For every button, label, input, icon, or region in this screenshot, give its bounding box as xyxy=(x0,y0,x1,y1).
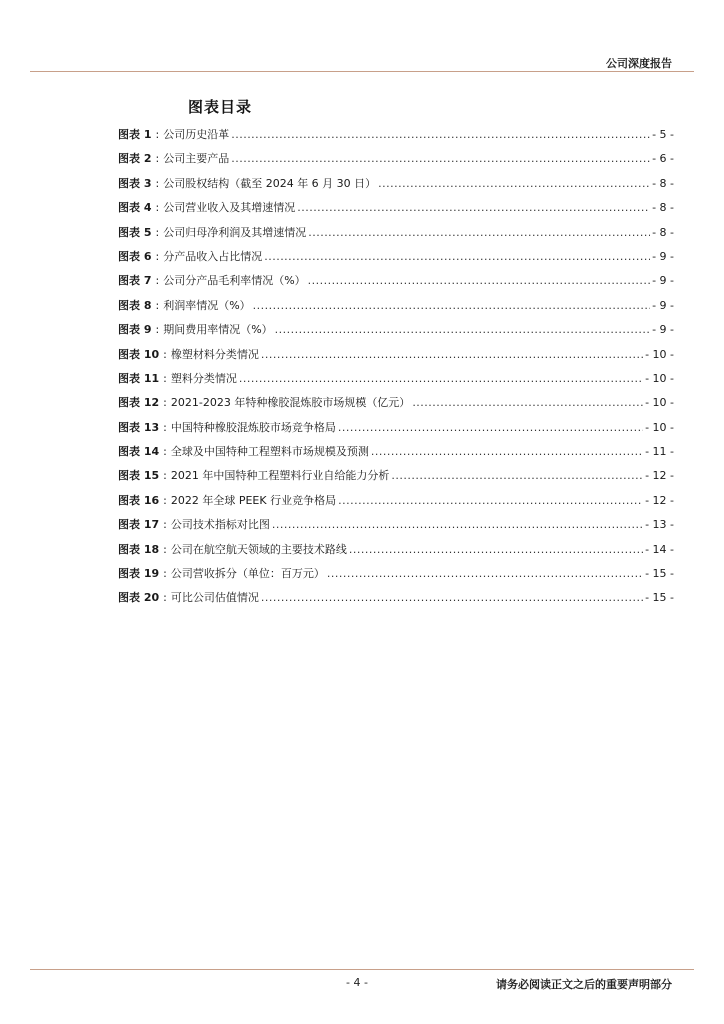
toc-entry-separator: : xyxy=(163,518,167,532)
toc-leader-dots xyxy=(261,348,643,361)
toc-leader-dots xyxy=(349,543,643,556)
toc-entry-label: 图表 1 xyxy=(118,128,152,141)
toc-entry[interactable] xyxy=(118,321,674,345)
toc-entry-separator: : xyxy=(155,201,160,215)
toc-entry-page: - 6 - xyxy=(652,152,674,166)
toc-leader-dots xyxy=(275,323,650,336)
toc-entry-label: 图表 16 xyxy=(118,493,160,507)
toc-entry-label: 图表 15 xyxy=(118,469,160,483)
toc-leader-dots xyxy=(308,274,650,287)
page-number: - 4 - xyxy=(346,976,368,989)
toc-entry-page: - 10 - xyxy=(645,420,674,434)
toc-list xyxy=(118,126,674,614)
toc-entry-separator: : xyxy=(163,469,167,483)
toc-leader-dots xyxy=(231,152,650,165)
toc-entry-title: 期间费用率情况（%） xyxy=(163,323,273,337)
toc-entry-page: - 8 - xyxy=(652,225,674,239)
toc-entry-page: - 10 - xyxy=(645,396,674,410)
toc-entry-page: - 5 - xyxy=(652,128,674,141)
toc-entry[interactable] xyxy=(118,443,674,467)
toc-entry-separator: : xyxy=(163,445,167,459)
toc-entry-page: - 13 - xyxy=(645,518,674,532)
toc-entry-label: 图表 11 xyxy=(118,371,160,385)
toc-leader-dots xyxy=(338,421,643,434)
toc-leader-dots xyxy=(391,469,643,482)
toc-entry-title: 公司技术指标对比图 xyxy=(170,518,270,532)
toc-entry[interactable] xyxy=(118,346,674,370)
toc-entry-title: 可比公司估值情况 xyxy=(170,591,259,605)
toc-entry-title: 公司营收拆分（单位：百万元） xyxy=(170,567,325,581)
toc-entry[interactable] xyxy=(118,199,674,223)
toc-entry-page: - 15 - xyxy=(645,591,674,605)
toc-entry-label: 图表 10 xyxy=(118,347,160,361)
header-divider xyxy=(30,71,694,72)
toc-leader-dots xyxy=(327,567,643,580)
toc-entry-title: 中国特种橡胶混炼胶市场竞争格局 xyxy=(170,420,336,434)
toc-leader-dots xyxy=(338,494,643,507)
toc-entry[interactable] xyxy=(118,248,674,272)
toc-entry-page: - 10 - xyxy=(645,347,674,361)
toc-entry[interactable] xyxy=(118,370,674,394)
toc-leader-dots xyxy=(412,396,643,409)
toc-entry-separator: : xyxy=(155,298,160,312)
toc-entry-separator: : xyxy=(163,542,167,556)
toc-entry-label: 图表 13 xyxy=(118,420,160,434)
toc-leader-dots xyxy=(297,201,650,214)
toc-entry-separator: : xyxy=(155,176,160,190)
toc-leader-dots xyxy=(378,177,650,190)
toc-leader-dots xyxy=(272,518,643,531)
toc-entry-title: 2021-2023 年特种橡胶混炼胶市场规模（亿元） xyxy=(170,396,411,410)
toc-entry-page: - 14 - xyxy=(645,542,674,556)
toc-entry[interactable] xyxy=(118,565,674,589)
toc-entry[interactable] xyxy=(118,272,674,296)
toc-entry-title: 公司在航空航天领域的主要技术路线 xyxy=(170,542,347,556)
toc-entry-page: - 12 - xyxy=(645,469,674,483)
toc-entry-title: 2022 年全球 PEEK 行业竞争格局 xyxy=(170,493,337,507)
toc-entry[interactable] xyxy=(118,175,674,199)
toc-entry[interactable] xyxy=(118,126,674,150)
toc-entry-label: 图表 4 xyxy=(118,201,152,215)
toc-entry-page: - 10 - xyxy=(645,371,674,385)
toc-entry[interactable] xyxy=(118,516,674,540)
toc-entry-title: 分产品收入占比情况 xyxy=(163,249,263,263)
toc-entry-label: 图表 8 xyxy=(118,298,152,312)
toc-entry-separator: : xyxy=(155,152,160,166)
toc-entry-page: - 12 - xyxy=(645,493,674,507)
toc-leader-dots xyxy=(261,591,643,604)
toc-entry-title: 塑料分类情况 xyxy=(170,371,237,385)
disclaimer-note: 请务必阅读正文之后的重要声明部分 xyxy=(496,978,672,991)
toc-entry-label: 图表 9 xyxy=(118,323,152,337)
toc-entry[interactable] xyxy=(118,419,674,443)
toc-entry-label: 图表 5 xyxy=(118,225,152,239)
toc-entry[interactable] xyxy=(118,589,674,613)
toc-entry-separator: : xyxy=(155,225,160,239)
toc-entry-page: - 9 - xyxy=(652,323,674,337)
toc-entry-separator: : xyxy=(155,128,160,141)
toc-entry-title: 全球及中国特种工程塑料市场规模及预测 xyxy=(170,445,369,459)
toc-entry-title: 公司股权结构（截至 2024 年 6 月 30 日） xyxy=(163,176,377,190)
toc-entry-label: 图表 14 xyxy=(118,445,160,459)
toc-entry-label: 图表 17 xyxy=(118,518,160,532)
toc-entry-title: 公司归母净利润及其增速情况 xyxy=(163,225,307,239)
toc-entry[interactable] xyxy=(118,297,674,321)
toc-entry-separator: : xyxy=(163,591,167,605)
toc-entry[interactable] xyxy=(118,224,674,248)
toc-leader-dots xyxy=(253,299,650,312)
toc-entry[interactable] xyxy=(118,150,674,174)
toc-title: 图表目录 xyxy=(188,98,253,116)
toc-entry-title: 公司营业收入及其增速情况 xyxy=(163,201,296,215)
toc-entry-separator: : xyxy=(163,396,167,410)
toc-entry-page: - 9 - xyxy=(652,274,674,288)
toc-entry-label: 图表 19 xyxy=(118,567,160,581)
toc-entry-page: - 8 - xyxy=(652,201,674,215)
toc-leader-dots xyxy=(308,226,650,239)
toc-entry-page: - 11 - xyxy=(645,445,674,459)
toc-entry-label: 图表 3 xyxy=(118,176,152,190)
toc-entry-separator: : xyxy=(155,249,160,263)
toc-entry-separator: : xyxy=(155,323,160,337)
toc-entry-title: 公司主要产品 xyxy=(163,152,230,166)
toc-entry-label: 图表 12 xyxy=(118,396,160,410)
toc-entry-title: 2021 年中国特种工程塑料行业自给能力分析 xyxy=(170,469,390,483)
toc-entry-separator: : xyxy=(163,493,167,507)
toc-entry-label: 图表 7 xyxy=(118,274,152,288)
toc-entry-page: - 9 - xyxy=(652,249,674,263)
toc-entry-title: 橡塑材料分类情况 xyxy=(170,347,259,361)
toc-entry-title: 利润率情况（%） xyxy=(163,298,251,312)
toc-entry-label: 图表 18 xyxy=(118,542,160,556)
toc-entry-page: - 8 - xyxy=(652,176,674,190)
toc-entry[interactable] xyxy=(118,492,674,516)
toc-leader-dots xyxy=(239,372,643,385)
toc-entry-title: 公司历史沿革 xyxy=(163,128,230,141)
toc-entry-page: - 15 - xyxy=(645,567,674,581)
toc-entry-label: 图表 2 xyxy=(118,152,152,166)
toc-entry-separator: : xyxy=(155,274,160,288)
toc-entry-title: 公司分产品毛利率情况（%） xyxy=(163,274,306,288)
toc-entry[interactable] xyxy=(118,541,674,565)
toc-entry-separator: : xyxy=(163,420,167,434)
toc-entry-page: - 9 - xyxy=(652,298,674,312)
toc-entry-label: 图表 20 xyxy=(118,591,160,605)
toc-leader-dots xyxy=(264,250,650,263)
toc-leader-dots xyxy=(231,128,650,141)
toc-entry[interactable] xyxy=(118,467,674,491)
toc-entry-separator: : xyxy=(163,347,167,361)
report-type-label: 公司深度报告 xyxy=(606,57,672,70)
toc-entry-separator: : xyxy=(163,371,167,385)
footer-divider xyxy=(30,969,694,970)
toc-entry[interactable] xyxy=(118,394,674,418)
toc-entry-separator: : xyxy=(163,567,167,581)
toc-entry-label: 图表 6 xyxy=(118,249,152,263)
toc-leader-dots xyxy=(371,445,643,458)
